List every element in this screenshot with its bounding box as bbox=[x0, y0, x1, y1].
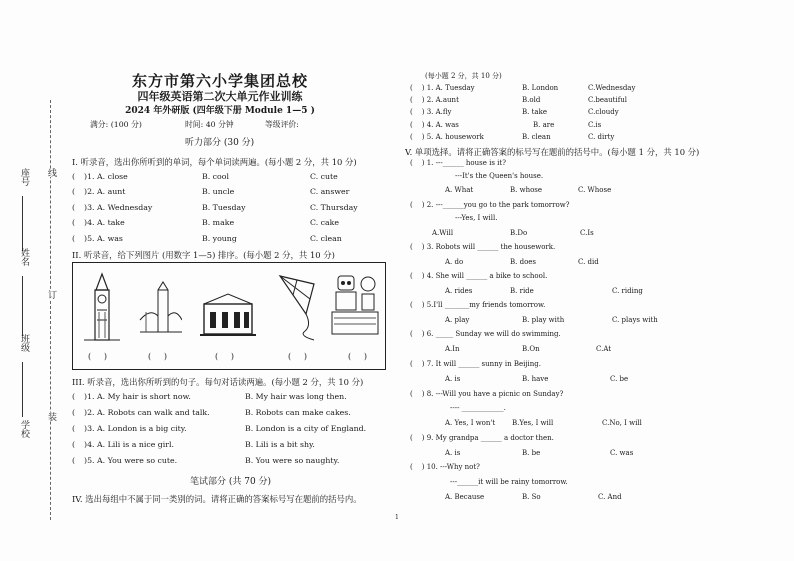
q6-option-c: C.At bbox=[596, 345, 612, 353]
q4-option-a: A. rides bbox=[445, 287, 473, 295]
answer-paren-3[interactable]: ( ) bbox=[215, 352, 234, 361]
q6-option-b: B.On bbox=[522, 345, 540, 353]
answer-paren-2[interactable]: ( ) bbox=[148, 352, 167, 361]
q1-option-a: A. What bbox=[445, 186, 474, 194]
part1-option-b: B. Tuesday bbox=[202, 203, 246, 212]
full-score: 满分: (100 分) bbox=[90, 120, 142, 129]
part1-row: ( )1. A. close bbox=[72, 172, 128, 181]
part1-option-b: B. cool bbox=[202, 172, 229, 181]
part4-option-c: C. dirty bbox=[588, 133, 615, 141]
part1-row: ( )3. A. Wednesday bbox=[72, 203, 153, 212]
part3-option-b: B. Robots can make cakes. bbox=[245, 408, 351, 417]
part1-option-b: B. make bbox=[202, 218, 235, 227]
part4-row: ( ) 1. A. Tuesday bbox=[410, 84, 475, 92]
part1-option-c: C. clean bbox=[310, 234, 342, 243]
part4-score-note: (每小题 2 分，共 10 分) bbox=[425, 72, 502, 80]
part1-row: ( )5. A. was bbox=[72, 234, 123, 243]
q3-option-a: A. do bbox=[445, 258, 464, 266]
exam-title: 四年级英语第二次大单元作业训练 bbox=[137, 90, 303, 103]
part4-option-b: B.old bbox=[522, 96, 541, 104]
part3-row: ( )1. A. My hair is short now. bbox=[72, 392, 191, 401]
school-label: 学校 bbox=[19, 420, 29, 438]
part3-option-b: B. My hair was long then. bbox=[245, 392, 347, 401]
part1-option-c: C. cake bbox=[310, 218, 339, 227]
binding-dashed-line bbox=[50, 100, 51, 520]
question-2: ( ) 2. ---______you go to the park tomorrow? bbox=[410, 201, 570, 209]
q7-option-c: C. be bbox=[610, 375, 629, 383]
part1-option-b: B. uncle bbox=[202, 187, 235, 196]
question-1: ( ) 1. ---______ house is it? bbox=[410, 159, 506, 167]
question-8: ( ) 8. ---Will you have a picnic on Sunday? bbox=[410, 390, 564, 398]
q5-option-b: B. play with bbox=[522, 316, 565, 324]
q10-option-a: A. Because bbox=[445, 493, 485, 501]
bind-mark: 装 bbox=[46, 412, 56, 421]
part1-title: I. 听录音，选出你所听到的单词，每个单词读两遍。(每小题 2 分，共 10 分) bbox=[72, 157, 357, 167]
part3-option-b: B. London is a city of England. bbox=[245, 424, 367, 433]
part4-option-c: C.is bbox=[588, 121, 602, 129]
q9-option-b: B. be bbox=[522, 449, 541, 457]
part1-option-c: C. Thursday bbox=[310, 203, 358, 212]
student-no-line bbox=[22, 196, 23, 251]
q3-option-c: C. did bbox=[578, 258, 599, 266]
question-7: ( ) 7. It will ______ sunny in Beijing. bbox=[410, 360, 541, 368]
part3-row: ( )3. A. London is a big city. bbox=[72, 424, 187, 433]
edition-line: 2024 年外研版 (四年级下册 Module 1—5 ) bbox=[125, 106, 315, 116]
q2-option-b: B.Do bbox=[510, 229, 528, 237]
big-ben-icon bbox=[82, 272, 122, 342]
part4-row: ( ) 3. A.fly bbox=[410, 108, 452, 116]
q8-option-b: B.Yes, I will bbox=[512, 419, 554, 427]
kite-icon bbox=[270, 270, 322, 342]
part1-row: ( )2. A. aunt bbox=[72, 187, 126, 196]
part4-option-b: B. take bbox=[522, 108, 547, 116]
question-5: ( ) 5.I'll _______my friends tomorrow. bbox=[410, 301, 546, 309]
part4-option-c: C.beautiful bbox=[588, 96, 628, 104]
q10-option-b: B. So bbox=[522, 493, 541, 501]
question-1-reply: ---It's the Queen's house. bbox=[455, 172, 544, 180]
part3-option-b: B. Lili is a bit shy. bbox=[245, 440, 315, 449]
class-label: 班级 bbox=[19, 334, 29, 352]
q5-option-a: A. play bbox=[445, 316, 470, 324]
name-line bbox=[22, 276, 23, 336]
class-line bbox=[22, 362, 23, 417]
q5-option-c: C. plays with bbox=[612, 316, 658, 324]
rating-label: 等级评价: bbox=[265, 120, 299, 129]
part5-title: V. 单项选择。请将正确答案的标号写在题前的括号中。(每小题 1 分，共 10 分) bbox=[405, 147, 700, 157]
part3-option-b: B. You were so naughty. bbox=[245, 456, 340, 465]
seal-mark: 订 bbox=[46, 290, 56, 299]
time-limit: 时间: 40 分钟 bbox=[185, 120, 234, 129]
name-label: 姓名 bbox=[19, 248, 29, 266]
q8-option-a: A. Yes, I won't bbox=[445, 419, 496, 427]
palace-icon bbox=[200, 290, 256, 338]
q9-option-c: C. was bbox=[610, 449, 634, 457]
part1-option-b: B. young bbox=[202, 234, 237, 243]
q3-option-b: B. does bbox=[510, 258, 537, 266]
answer-paren-1[interactable]: ( ) bbox=[88, 352, 107, 361]
q4-option-b: B. ride bbox=[510, 287, 534, 295]
part4-row: ( ) 2. A.aunt bbox=[410, 96, 459, 104]
question-9: ( ) 9. My grandpa ______ a doctor then. bbox=[410, 434, 554, 442]
part2-title: II. 听录音，给下列图片 (用数字 1—5) 排序。(每小题 2 分，共 10 分) bbox=[72, 250, 335, 260]
q1-option-c: C. Whose bbox=[578, 186, 612, 194]
part4-option-b: B. clean bbox=[522, 133, 551, 141]
question-3: ( ) 3. Robots will ______ the housework. bbox=[410, 243, 556, 251]
q10-option-c: C. And bbox=[598, 493, 622, 501]
part3-title: III. 听录音，选出你所听到的句子。每句对话读两遍。(每小题 2 分，共 10 分) bbox=[72, 377, 364, 387]
part4-title: IV. 选出每组中不属于同一类别的词。请将正确的答案标号写在题前的括号内。 bbox=[72, 494, 362, 504]
question-10-reply: ---______it will be rainy tomorrow. bbox=[450, 478, 568, 486]
part4-option-b: B. London bbox=[522, 84, 559, 92]
student-no-label: 座号 bbox=[19, 168, 29, 186]
question-10: ( ) 10. ---Why not? bbox=[410, 463, 480, 471]
q2-option-c: C.Is bbox=[580, 229, 594, 237]
q7-option-b: B. have bbox=[522, 375, 549, 383]
robot-icon bbox=[330, 270, 380, 342]
part3-row: ( )5. A. You were so cute. bbox=[72, 456, 178, 465]
part4-option-b: B. are bbox=[533, 121, 555, 129]
part4-option-c: C.Wednesday bbox=[588, 84, 636, 92]
q8-option-c: C.No, I will bbox=[602, 419, 642, 427]
page-number: 1 bbox=[395, 514, 399, 521]
listening-part-heading: 听力部分 (30 分) bbox=[185, 138, 255, 148]
question-2-reply: ---Yes, I will. bbox=[455, 214, 498, 222]
part3-row: ( )2. A. Robots can walk and talk. bbox=[72, 408, 210, 417]
q7-option-a: A. is bbox=[445, 375, 461, 383]
writing-part-heading: 笔试部分 (共 70 分) bbox=[190, 477, 272, 487]
school-title: 东方市第六小学集团总校 bbox=[131, 72, 308, 90]
part4-row: ( ) 4. A. was bbox=[410, 121, 459, 129]
part3-row: ( )4. A. Lili is a nice girl. bbox=[72, 440, 174, 449]
answer-paren-4[interactable]: ( ) bbox=[288, 352, 307, 361]
tower-bridge-icon bbox=[138, 280, 182, 342]
part4-option-c: C.cloudy bbox=[588, 108, 619, 116]
q1-option-b: B. whose bbox=[510, 186, 543, 194]
q4-option-c: C. riding bbox=[612, 287, 643, 295]
answer-paren-5[interactable]: ( ) bbox=[348, 352, 367, 361]
part1-row: ( )4. A. take bbox=[72, 218, 125, 227]
q6-option-a: A.In bbox=[445, 345, 460, 353]
line-mark: 线 bbox=[46, 168, 56, 177]
part1-option-c: C. cute bbox=[310, 172, 338, 181]
part1-option-c: C. answer bbox=[310, 187, 350, 196]
question-8-reply: ---- ____________. bbox=[450, 404, 506, 412]
question-6: ( ) 6. _____ Sunday we will do swimming. bbox=[410, 330, 561, 338]
question-4: ( ) 4. She will ______ a bike to school. bbox=[410, 272, 548, 280]
q9-option-a: A. is bbox=[445, 449, 461, 457]
q2-option-a: A.Will bbox=[432, 229, 454, 237]
part4-row: ( ) 5. A. housework bbox=[410, 133, 484, 141]
